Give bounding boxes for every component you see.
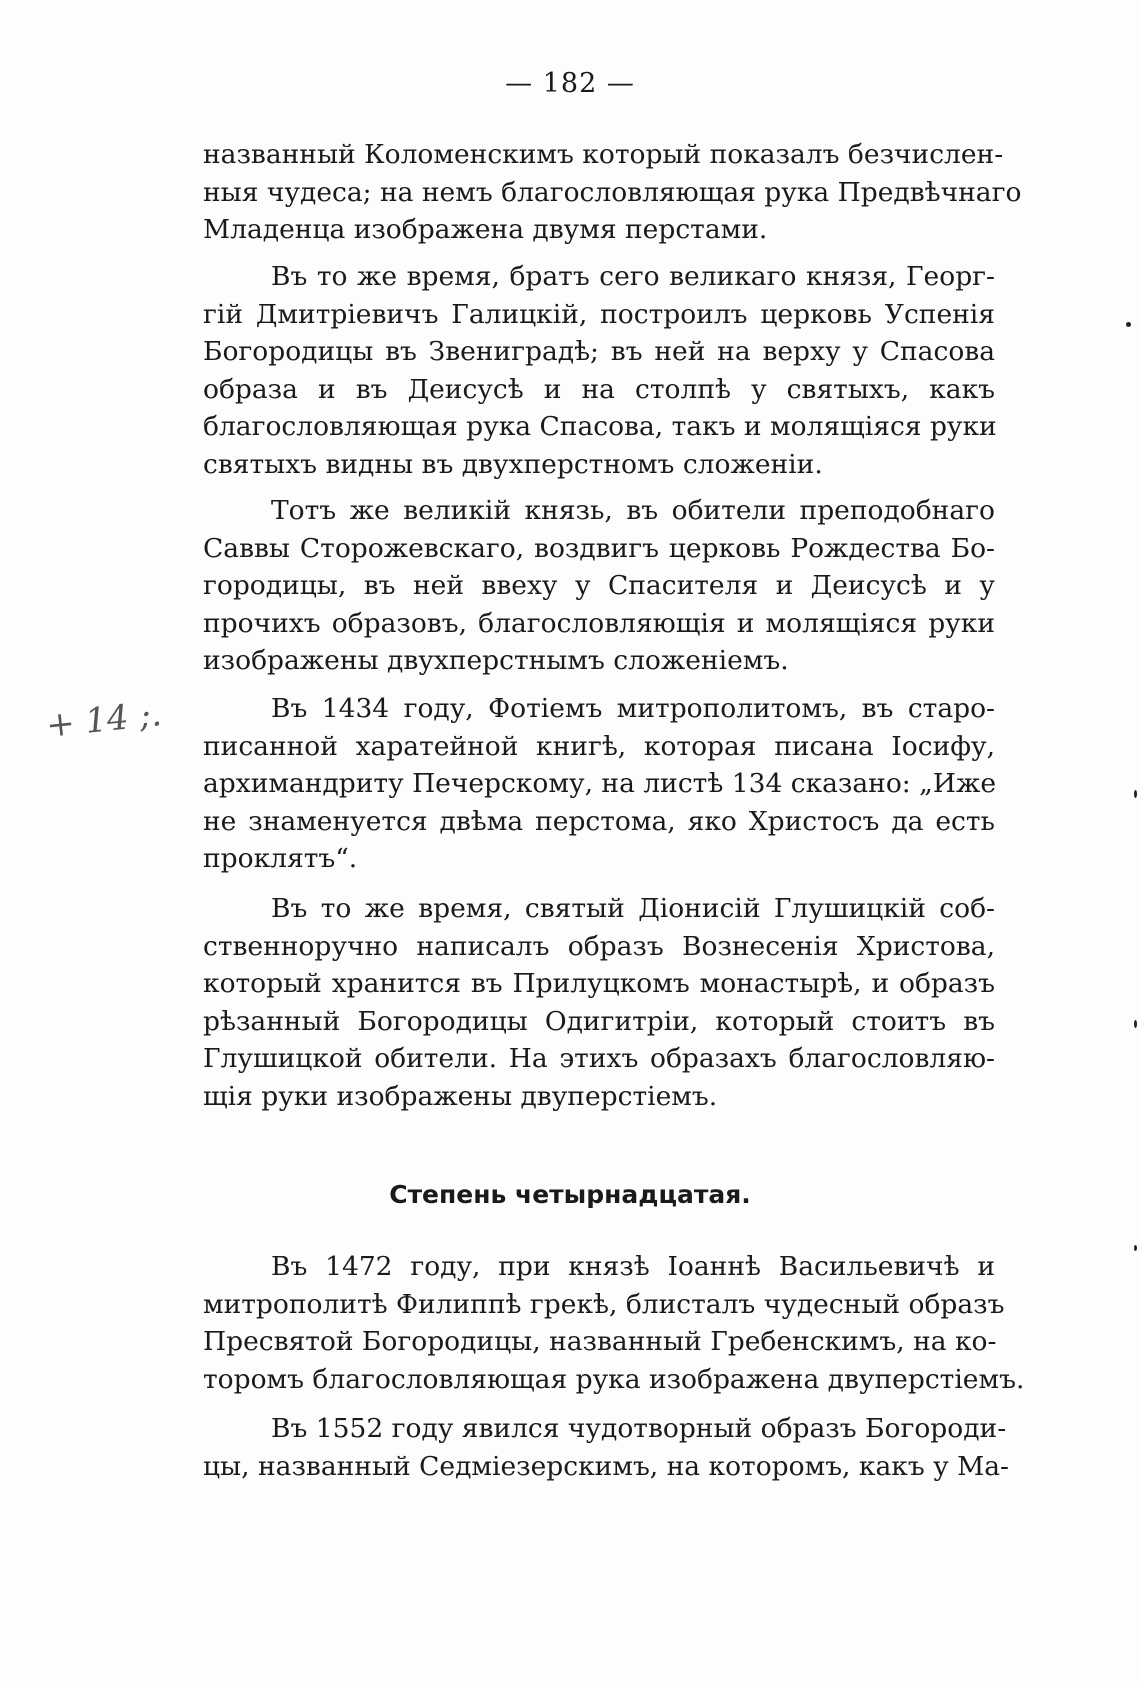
text-line: городицы, въ ней ввеху у Спасителя и Деисусѣ и у [203,570,995,602]
text-line: изображены двухперстнымъ сложеніемъ. [203,645,789,677]
text-line: Тотъ же великій князь, въ обители преподобнаго [271,495,995,526]
paragraph-2 [203,258,995,484]
text-line: писанной харатейной книгѣ, которая писана Іосифу, [203,730,995,762]
text-line: гій Дмитріевичъ Галицкій, построилъ церковь Успенія [203,298,995,330]
text-line: который хранится въ Прилуцкомъ монастырѣ, и образъ [203,968,995,1000]
text-line: торомъ благословляющая рука изображена двуперстіемъ. [203,1363,1025,1395]
text-line: Глушицкой обители. На этихъ образахъ благословляю- [203,1043,995,1075]
text-line: проклятъ“. [203,843,358,875]
text-line: цы, названный Седміезерскимъ, на которомъ, какъ у Ма- [203,1450,1010,1482]
paragraph-4 [203,690,995,878]
text-line: Въ то же время, братъ сего великаго князя, Георг- [271,261,995,292]
print-speck [1134,1020,1137,1028]
text-line: Въ 1552 году явился чудотворный образъ Богороди- [271,1413,1007,1444]
text-line: щія руки изображены двуперстіемъ. [203,1080,718,1112]
text-line: Младенца изображена двумя перстами. [203,214,768,246]
text-line: прочихъ образовъ, благословляющія и молящіяся руки [203,607,995,639]
text-line: митрополитѣ Филиппѣ грекѣ, блисталъ чудесный образъ [203,1288,1005,1320]
paragraph-3 [203,492,995,680]
text-line: не знаменуется двѣма перстома, яко Христосъ да есть [203,805,995,837]
text-line: Пресвятой Богородицы, названный Гребенскимъ, на ко- [203,1326,997,1358]
text-line: Въ 1434 году, Фотіемъ митрополитомъ, въ старо- [271,693,995,724]
text-line: Въ 1472 году, при князѣ Іоаннѣ Васильевичѣ и [271,1251,995,1282]
text-line: ственноручно написалъ образъ Вознесенія Христова, [203,930,995,962]
text-line: архимандриту Печерскому, на листѣ 134 сказано: „Иже [203,768,997,800]
page-number: — 182 — [505,68,635,99]
text-line: названный Коломенскимъ который показалъ безчислен- [203,139,1004,170]
print-speck [1126,322,1131,327]
text-line: ныя чудеса; на немъ благословляющая рука Предвѣчнаго [203,176,1022,208]
text-line: рѣзанный Богородицы Одигитріи, который стоитъ въ [203,1005,995,1037]
handwritten-margin-note: + 14 ;. [44,694,164,746]
paragraph-1 [203,136,1022,249]
text-line: святыхъ видны въ двухперстномъ сложеніи. [203,448,823,480]
paragraph-5 [203,890,995,1116]
print-speck [1134,1245,1137,1251]
text-line: Богородицы въ Звениградѣ; въ ней на верху у Спасова [203,336,995,368]
text-line: образа и въ Деисусѣ и на столпѣ у святыхъ, какъ [203,373,995,405]
text-line: Въ то же время, святый Діонисій Глушицкій соб- [271,893,995,924]
paragraph-6 [203,1248,1025,1398]
paragraph-7 [203,1410,1010,1485]
text-line: Саввы Сторожевскаго, воздвигъ церковь Рождества Бо- [203,532,995,564]
text-line: благословляющая рука Спасова, такъ и молящіяся руки [203,411,997,443]
print-speck [1134,790,1137,798]
section-heading: Степень четырнадцатая. [389,1180,751,1209]
